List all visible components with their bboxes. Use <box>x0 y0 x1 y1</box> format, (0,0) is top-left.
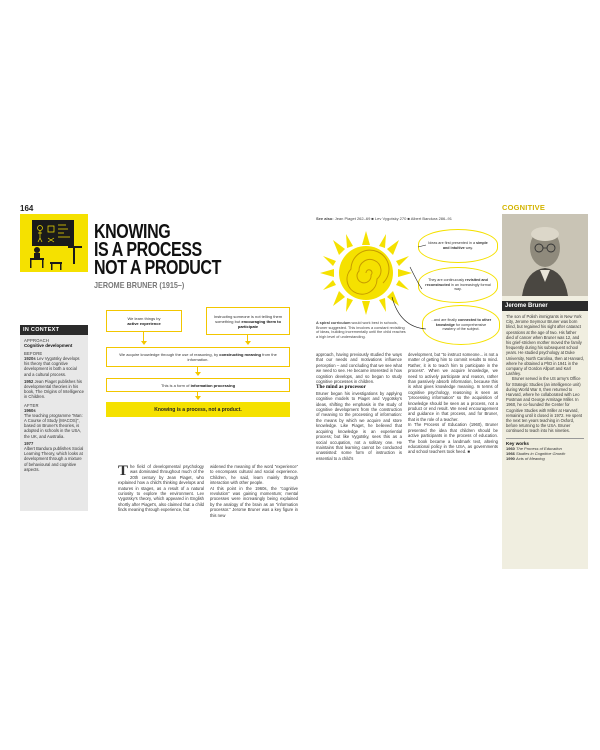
key-work-item: 1990 Acts of Meaning <box>506 455 545 461</box>
key-work-item: 1960 The Process of Education <box>506 445 562 451</box>
left-body-column-1: The field of developmental psychology was dominated throughout much of the 20th century by Jean Piaget, who explained how a child's thinking develops and matures in stages, as a result of a natural curiosity to explore the environment. Lev Vygotsky's theory, which appeared in English shortly after Piaget's, also claimed that a child finds meaning through experience, but <box>118 463 204 513</box>
after-item: 1977 Albert Bandura publishes Social Learning Theory, which looks at development through a mixture of behavioural and cognitive aspects. <box>24 440 84 472</box>
figure-caption: A spiral curriculum would work best in schools, Bruner suggested. This involves a constant revisiting of ideas, building incrementally until the child reaches a high level of understanding. <box>316 321 406 339</box>
teacher-illustration <box>20 214 88 272</box>
conclusion-banner: Knowing is a process, not a product. <box>106 402 290 417</box>
after-label: AFTER <box>24 402 39 408</box>
before-label: BEFORE <box>24 351 43 356</box>
bio-sidebar <box>502 214 588 569</box>
drop-cap: T <box>118 463 129 479</box>
right-body-column-1: approach, having previously studied the ways that our needs and motivations influence perception – and concluding that we see what we need to see. He became interested in how cognition develops, and so began to study cognitive processes in children. The mind as processor Bruner began his investigations by applying cognitive models to Piaget and Vygotsky's ideas, shifting the emphasis in the study of cognitive development from the construction of meaning to the processing of information: the means by which we acquire and store knowledge. Like Piaget, he believed that acquiring knowledge is an experiential process; but like Vygotsky, sees this as a social occupation, not a solitary one. He maintains that learning cannot be conducted unassisted: some form of instruction is essential to a child's <box>316 352 402 461</box>
arrow-down-icon <box>195 372 201 376</box>
before-item: 1952 Jean Piaget publishes his developmental theories in his book, The Origins of Intelligence in Children. <box>24 378 84 400</box>
arrow-down-icon <box>245 341 251 345</box>
subhead: The mind as processor <box>316 384 366 391</box>
flow-box-active-experience: We learn things by active experience <box>106 310 182 332</box>
bio-text-2: Bruner served in the US army's Office for Strategic Studies (an intelligence unit) during World War II, then returned to Harvard, where he collaborated with Leo Postman and George Armitage Miller. In 1960, he co-founded the Center for Cognitive Studies with Miller at Harvard, remaining until it closed in 1972. He spent the next ten years teaching in Oxford, before returning to the USA. Bruner continued to teach into his nineties. <box>506 376 583 434</box>
before-item: 1920s Lev Vygotsky develops his theory that cognitive development is both a social and a cultural process. <box>24 356 80 377</box>
approach-value: Cognitive development <box>24 343 73 348</box>
flow-box-information-processing: This is a form of information processing <box>106 378 290 392</box>
approach-label: APPROACH <box>24 338 50 343</box>
see-also: See also: Jean Piaget 262–69 ■ Lev Vygotsky 270 ■ Albert Bandura 286–91 <box>316 216 452 221</box>
author-line: JEROME BRUNER (1915–) <box>94 280 185 290</box>
flow-box-participate: Instructing someone is not telling them something but encouraging them to participate <box>206 307 290 335</box>
title-line-1: KNOWING <box>94 221 171 243</box>
arrow-down-icon <box>141 341 147 345</box>
left-body-column-2: widened the meaning of the word “experience” to encompass cultural and social experience. Children, he said, learn mainly through interaction with other people. At this point in the 1960s, the “cognitive revolution” was gaining momentum; mental processes were increasingly being explained by the analogy of the brain as an “information processor.” Jerome Bruner was a key figure in this new <box>210 464 298 518</box>
flow-connector <box>143 332 144 341</box>
book-spread <box>10 197 592 569</box>
left-page-number: 164 <box>20 204 34 213</box>
bio-name: Jerome Bruner <box>502 301 588 311</box>
portrait-photo <box>502 214 588 296</box>
blackboard-teacher-icon <box>20 214 88 272</box>
bubble-revisited: They are continuously revisited and reconstructed in an increasingly formal way. <box>418 267 498 303</box>
bubble-simple-intuitive: Ideas are first presented in a simple and intuitive way. <box>418 229 498 263</box>
bubble-connected-knowledge: ...and are finally connected to other knowledge for comprehensive mastery of the subject. <box>422 305 500 345</box>
in-context-heading: IN CONTEXT <box>20 325 88 335</box>
title-line-3: NOT A PRODUCT <box>94 257 221 279</box>
key-work-item: 1966 Studies in Cognitive Growth <box>506 450 566 456</box>
section-heading: COGNITIVE <box>502 203 546 212</box>
page-title <box>94 223 221 277</box>
right-body-column-2: development, but “to instruct someone... is not a matter of getting him to commit results to mind. Rather, it is to teach him to participate in the process”. When we acquire knowledge, we need to actively participate and reason, rather than passively absorb information, because this is what gives knowledge meaning. In terms of cognitive psychology, reasoning is seen as “processing information” so the acquisition of knowledge should be seen as a process, not a product or end result. We need encouragement and guidance in that process, and for Bruner, that is the role of a teacher. In The Process of Education (1960), Bruner presented the idea that children should be active participants in the process of education. The book became a landmark text, altering educational policy in the USA, as governments and school teachers took heed. ■ <box>408 352 498 455</box>
after-item: 1960s The teaching programme “Man: A Course of Study (MACOS)”, based on Bruner's theories, is adopted in schools in the USA, the UK, and Australia. <box>24 407 83 439</box>
title-line-2: IS A PROCESS <box>94 239 202 261</box>
flow-box-constructing-meaning: We acquire knowledge through the use of reasoning, by constructing meaning from the information. <box>106 347 290 367</box>
bio-text-1: The son of Polish immigrants in New York City, Jerome Seymour Bruner was born blind, but regained his sight after cataract operations at the age of two. His father died of cancer when Bruner was 12, and his grief-stricken mother moved the family frequently during his subsequent school years. He studied psychology at Duke University, North Carolina, then at Harvard, where he obtained a PhD in 1941 in the company of Gordon Allport and Karl Lashley. <box>506 314 584 377</box>
arrow-down-icon <box>195 396 201 400</box>
key-works-heading: Key works <box>506 438 584 446</box>
in-context-box <box>20 325 88 511</box>
